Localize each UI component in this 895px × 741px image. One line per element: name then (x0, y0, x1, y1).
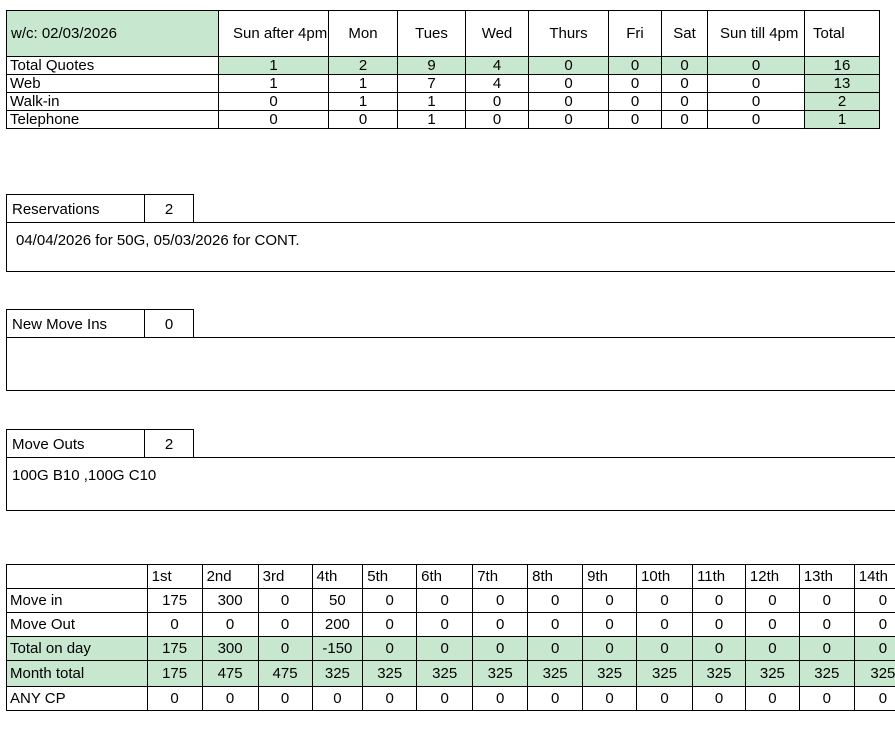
cell: 325 (583, 661, 637, 687)
cell: 7 (398, 75, 466, 93)
header-sat: Sat (662, 11, 708, 57)
cell: 0 (609, 75, 662, 93)
cell: 0 (609, 111, 662, 129)
cell: 0 (473, 687, 528, 711)
day-header: 12th (745, 565, 799, 589)
cell: 0 (799, 589, 854, 613)
cell: 0 (662, 57, 708, 75)
cell: 200 (312, 613, 363, 637)
cell: 1 (329, 93, 398, 111)
day-header: 1st (147, 565, 202, 589)
cell: 0 (708, 57, 805, 75)
move-ins-label: New Move Ins (7, 310, 145, 338)
header-tues: Tues (398, 11, 466, 57)
cell: 0 (466, 93, 529, 111)
total-cell: 2 (805, 93, 880, 111)
cell: 325 (799, 661, 854, 687)
cell: 175 (147, 589, 202, 613)
cell: 0 (637, 637, 693, 661)
cell: 0 (363, 687, 417, 711)
cell: 0 (202, 613, 258, 637)
move-ins-label-box (6, 309, 194, 338)
header-sun-after: Sun after 4pm (219, 11, 329, 57)
move-outs-label-box (6, 429, 194, 458)
cell: 1 (398, 111, 466, 129)
cell: 0 (583, 589, 637, 613)
table-row (7, 613, 895, 637)
header-total: Total (805, 11, 880, 57)
cell: 0 (693, 687, 746, 711)
cell: 0 (583, 637, 637, 661)
row-label: ANY CP (7, 687, 148, 711)
cell: -150 (312, 637, 363, 661)
cell: 0 (745, 687, 799, 711)
cell: 0 (219, 93, 329, 111)
cell: 4 (466, 57, 529, 75)
cell: 0 (854, 687, 895, 711)
cell: 4 (466, 75, 529, 93)
table-row (7, 589, 895, 613)
reservations-notes: 04/04/2026 for 50G, 05/03/2026 for CONT. (16, 232, 300, 249)
row-label: Move Out (7, 613, 148, 637)
cell: 1 (219, 75, 329, 93)
cell: 0 (662, 75, 708, 93)
cell: 0 (417, 687, 473, 711)
cell: 175 (147, 637, 202, 661)
cell: 2 (329, 57, 398, 75)
cell: 0 (745, 637, 799, 661)
cell: 1 (219, 57, 329, 75)
cell: 300 (202, 637, 258, 661)
table-row (7, 57, 880, 75)
reservations-notes-box (6, 222, 895, 272)
row-label: Month total (7, 661, 148, 687)
cell: 0 (473, 613, 528, 637)
table-row (7, 661, 895, 687)
cell: 0 (466, 111, 529, 129)
cell: 300 (202, 589, 258, 613)
day-header: 14th (854, 565, 895, 589)
cell: 0 (799, 687, 854, 711)
day-header: 5th (363, 565, 417, 589)
daily-table (6, 564, 895, 711)
cell: 325 (745, 661, 799, 687)
row-label: Move in (7, 589, 148, 613)
cell: 325 (854, 661, 895, 687)
cell: 0 (473, 589, 528, 613)
cell: 1 (398, 93, 466, 111)
cell: 475 (202, 661, 258, 687)
cell: 0 (583, 687, 637, 711)
move-outs-label: Move Outs (7, 430, 145, 458)
row-label: Total Quotes (7, 57, 219, 75)
cell: 1 (329, 75, 398, 93)
total-cell: 1 (805, 111, 880, 129)
cell: 0 (529, 75, 609, 93)
cell: 325 (417, 661, 473, 687)
cell: 0 (637, 687, 693, 711)
day-header: 3rd (258, 565, 312, 589)
corner-cell (7, 565, 148, 589)
cell: 0 (529, 93, 609, 111)
cell: 0 (258, 589, 312, 613)
cell: 50 (312, 589, 363, 613)
cell: 9 (398, 57, 466, 75)
move-outs-count: 2 (164, 435, 174, 453)
cell: 0 (219, 111, 329, 129)
cell: 0 (662, 111, 708, 129)
cell: 0 (417, 637, 473, 661)
reservations-count: 2 (164, 200, 174, 218)
cell: 475 (258, 661, 312, 687)
week-label: w/c: 02/03/2026 (7, 11, 219, 57)
total-cell: 16 (805, 57, 880, 75)
table-row (7, 687, 895, 711)
cell: 0 (583, 613, 637, 637)
cell: 0 (258, 687, 312, 711)
header-thurs: Thurs (529, 11, 609, 57)
cell: 0 (147, 687, 202, 711)
cell: 0 (528, 687, 583, 711)
cell: 0 (693, 637, 746, 661)
cell: 0 (528, 613, 583, 637)
cell: 0 (363, 613, 417, 637)
day-header: 10th (637, 565, 693, 589)
move-ins-notes-box (6, 337, 895, 391)
cell: 0 (529, 111, 609, 129)
cell: 0 (662, 93, 708, 111)
cell: 0 (202, 687, 258, 711)
cell: 0 (708, 75, 805, 93)
header-wed: Wed (466, 11, 529, 57)
cell: 0 (528, 637, 583, 661)
cell: 325 (473, 661, 528, 687)
reservations-label-box (6, 194, 194, 223)
cell: 0 (417, 613, 473, 637)
table-row (7, 75, 880, 93)
table-row (7, 111, 880, 129)
row-label: Telephone (7, 111, 219, 129)
cell: 0 (312, 687, 363, 711)
cell: 0 (854, 613, 895, 637)
cell: 0 (745, 613, 799, 637)
day-header: 8th (528, 565, 583, 589)
day-header: 4th (312, 565, 363, 589)
cell: 0 (329, 111, 398, 129)
cell: 175 (147, 661, 202, 687)
move-outs-notes-box (6, 457, 895, 511)
day-header: 6th (417, 565, 473, 589)
cell: 0 (693, 613, 746, 637)
day-header: 9th (583, 565, 637, 589)
row-label: Total on day (7, 637, 148, 661)
reservations-label: Reservations (7, 195, 145, 223)
quotes-table (6, 10, 880, 129)
cell: 0 (528, 589, 583, 613)
cell: 0 (363, 589, 417, 613)
cell: 0 (799, 613, 854, 637)
cell: 0 (609, 93, 662, 111)
move-ins-notes (7, 338, 895, 347)
cell: 0 (258, 613, 312, 637)
move-ins-count: 0 (164, 315, 174, 333)
cell: 0 (745, 589, 799, 613)
cell: 0 (637, 589, 693, 613)
cell: 0 (854, 637, 895, 661)
table-row (7, 637, 895, 661)
cell: 325 (637, 661, 693, 687)
cell: 325 (312, 661, 363, 687)
row-label: Walk-in (7, 93, 219, 111)
header-mon: Mon (329, 11, 398, 57)
cell: 0 (609, 57, 662, 75)
cell: 0 (708, 93, 805, 111)
table-row (7, 93, 880, 111)
cell: 0 (529, 57, 609, 75)
cell: 0 (637, 613, 693, 637)
cell: 0 (363, 637, 417, 661)
cell: 325 (363, 661, 417, 687)
day-header: 13th (799, 565, 854, 589)
cell: 0 (473, 637, 528, 661)
day-header: 7th (473, 565, 528, 589)
cell: 0 (417, 589, 473, 613)
cell: 0 (147, 613, 202, 637)
day-header: 2nd (202, 565, 258, 589)
cell: 325 (693, 661, 746, 687)
cell: 325 (528, 661, 583, 687)
header-fri: Fri (609, 11, 662, 57)
header-sun-till: Sun till 4pm (708, 11, 805, 57)
row-label: Web (7, 75, 219, 93)
cell: 0 (693, 589, 746, 613)
cell: 0 (258, 637, 312, 661)
move-outs-notes: 100G B10 ,100G C10 (12, 467, 157, 484)
total-cell: 13 (805, 75, 880, 93)
day-header: 11th (693, 565, 746, 589)
cell: 0 (799, 637, 854, 661)
cell: 0 (708, 111, 805, 129)
cell: 0 (854, 589, 895, 613)
